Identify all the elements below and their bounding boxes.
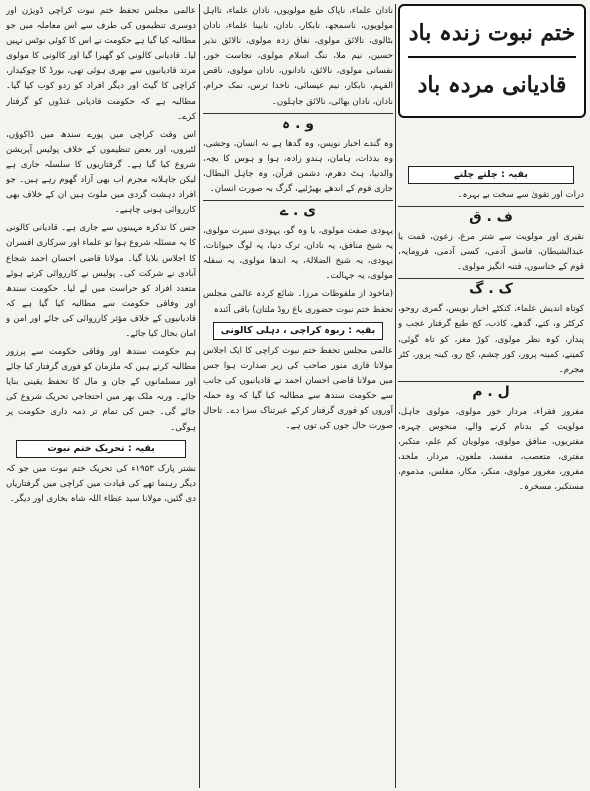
paragraph: اس وقت کراچی میں پورے سندھ میں ڈاکوؤں، لٹیروں، اور بعض تنظیموں کے خلاف پولیس آپریشن شروع کیا گیا ہے۔ گرفتاریوں کا سلسلہ جاری ہے لیکن جاہلانہ مجرم اب بھی آزاد گھوم رہے ہیں۔ جو افراد دہشت گردی میں ملوث ہیں ان کے خلاف بھی کارروائی ہونی چاہیے۔ (6, 129, 196, 216)
paragraph: نادان علماء، ناپاک طبع مولویوں، نادان علماء، نااہل مولویوں، ناسمجھ، نابکار، نادان، نابینا علماء، نادان بٹالوی، نالائق مولوی، نفاق زدہ مولوی، نالائق نذیر حسین، نیم ملا، ننگ اسلام مولوی، نجاست خور، نفسانی مولوی، نالائق، نادانوں، نادان مولوی، ناقص الفہم، نابکار، نیم عیسائی، ناخدا ترس، نمک حرام، نادان، نادان بھائی، نالائق جاہلوں۔ (203, 6, 393, 107)
paragraph: کوتاہ اندیش علماء، کنکٹے اخبار نویس، گمری روحو، کرکٹر و، کتے، گدھے، کاذب، کج طبع گرفتار عجب و پندار، کوہ نظر مولوی، کوڑ مغز، کو تاہ گوئی، کمینے، کمینہ پرور، کور چشم، کج رو، کینہ پرور، کٹر مجرم۔ (398, 304, 584, 375)
paragraph: یہودی صفت مولوی، یا وہ گو، یہودی سیرت مولوی، یہ شیخ منافق، یہ نادان، ترک دنیا، یہ لوگ حیوانات، یہودی، یہ شیخ الضلالۃ، یہ اندھا مولوی، یہ سفلہ مولوی، یہ جہالت۔ (203, 226, 393, 282)
letter-heading-f: ف . ق (398, 206, 584, 227)
column-right (398, 162, 584, 787)
paragraph: وہ گندے اخبار نویس، وہ گدھا ہے نہ انسان، وحشی، وہ بدذات، ہامان، ہندو زادہ، ہوا و ہوس کا بچہ، والدنیا، ہٹ دھرم، دشمن قرآن، وہ جاہل البطال، جاری قوم کے اندھے بھیڑئیے، گرگ بہ صورت انسان۔ (203, 138, 393, 194)
paragraph: نشتر پارک ۱۹۵۳ء کی تحریک ختم نبوت میں جو کہ دیگر رہنما تھے کی قیادت میں کراچی میں گرفتاریاں دی گئیں، مولانا سید عطاء اللہ شاہ بخاری اور دیگر۔ (6, 463, 196, 504)
letter-heading-k: ک . گ (398, 278, 584, 299)
letter-heading-w: و . ہ (203, 113, 393, 134)
continued-label-chalte-chalte: بقیہ : چلتے چلتے (408, 166, 574, 184)
column-middle (203, 4, 393, 788)
masthead-slogan-2: قادیانی مردہ باد (417, 72, 567, 98)
column-left (6, 4, 196, 788)
paragraph: مفرور فقراء، مردار خور مولوی، مولوی جاہل، مولویت کے بدنام کرنے والے، منحوس چہرہ، مفتریوں، منافق مولوی، مولویان کم علم، متکبر، مفتری، متعصب، مفسد، ملعون، مردار، ملحد، مفرور، مغرور مولوی، منکر، مکار، مفلس، مذموم، مستکبر، مسخرہ۔ (398, 406, 584, 493)
paragraph: نقیری اور مولویت سے شتر مرغ، زعون، قمت یا عبدالشیطان، فاسق آدمی، کسی آدمی، فرومایہ، قوم کے خناسوں، فتنہ انگیز مولوی۔ (398, 232, 584, 273)
paragraph: درات اور تقویٰ سے سخت بے بہرہ۔ (457, 190, 584, 200)
masthead-divider (408, 56, 576, 58)
source-note: (ماخوذ از ملفوظات مرزا۔ شائع کردہ عالمی مجلس تحفظ ختم نبوت حضوری باغ روڈ ملتان) باقی آئندہ (203, 289, 393, 315)
paragraph: عالمی مجلس تحفظ ختم نبوت کراچی کا ایک اجلاس مولانا قاری منور صاحب کی زیر صدارت ہوا جس میں مولانا قاضی احسان احمد نے قادیانیوں کی جانب سے حکومت سندھ سے مطالبہ کیا گیا کہ وہ حملہ آوروں کو فوری گرفتار کرکے عبرتناک سزا دے۔ تاحال صورت حال جوں کی توں ہے۔ (203, 345, 393, 432)
column-divider (395, 4, 396, 788)
continued-label-rabwah: بقیہ : ربوہ کراچی ، دہلی کالونی (213, 322, 383, 340)
masthead-box (398, 4, 586, 118)
masthead-slogan-1: ختم نبوت زندہ باد (408, 20, 576, 46)
paragraph: عالمی مجلس تحفظ ختم نبوت کراچی ڈویژن اور دوسری تنظیموں کی طرف سے اس معاملہ میں جو مطالبہ کیا گیا ہے حکومت نے اس کا کوئی نوٹس نہیں لیا۔ قادیانی کالونی کو گھیرا گیا اور کالونی کا مولوی مرتد قادیانیوں سے بھری ہوئی تھی، بورڈ کا چوکیدار، کراچی کا گیٹ اور دیگر افراد کو زدو کوب کیا گیا۔ مطالبہ ہے کہ حکومت قادیانی غنڈوں کو گرفتار کرے۔ (6, 6, 196, 122)
paragraph: ہم حکومت سندھ اور وفاقی حکومت سے پرزور مطالبہ کرتے ہیں کہ ملزمان کو فوری گرفتار کیا جائے اور مسلمانوں کے جان و مال کا تحفظ یقینی بنایا جائے۔ ورنہ ملک بھر میں احتجاجی تحریک شروع کی جائے گی۔ جس کی تمام تر ذمہ داری حکومت پر ہوگی۔ (6, 347, 196, 433)
paragraph: جس کا تذکرہ مہینوں سے جاری ہے۔ قادیانی کالونی کا یہ مسئلہ شروع ہوا تو علماء اور سرکاری افسران کا اجلاس بلایا گیا۔ مولانا قاضی احسان احمد شجاع آبادی نے شرکت کی۔ پولیس نے کارروائی کرتے ہوئے متعدد افراد کو حراست میں لے لیا۔ حکومت سندھ اور وفاقی حکومت سے مطالبہ کیا گیا ہے کہ قادیانیوں کے خلاف مؤثر کارروائی کی جائے اور امن و امان بحال کیا جائے۔ (6, 223, 196, 339)
letter-heading-y: ی . ے (203, 200, 393, 221)
column-divider (199, 4, 200, 788)
letter-heading-l: ل . م (398, 381, 584, 402)
continued-label-tehreek: بقیہ : تحریک ختم نبوت (16, 440, 186, 458)
